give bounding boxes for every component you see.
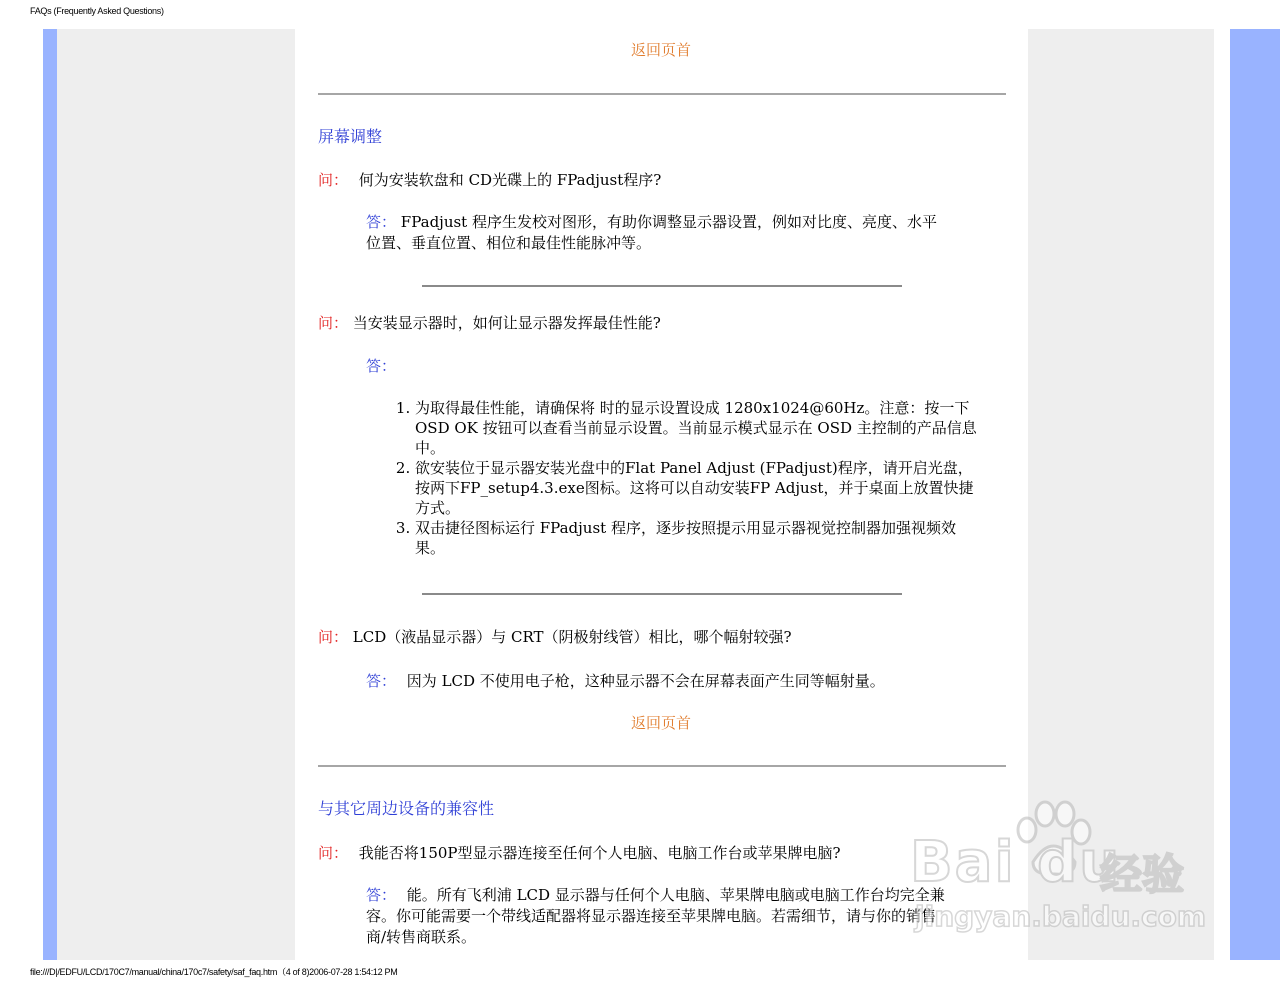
watermark-url: jingyan.baidu.com bbox=[915, 900, 1207, 933]
right-blue-stripe bbox=[1230, 29, 1280, 960]
setup-steps-list bbox=[393, 398, 980, 558]
answer-text: 因为 LCD 不使用电子枪，这种显示器不会在屏幕表面产生同等幅射量。 bbox=[406, 672, 885, 690]
section-divider bbox=[318, 93, 1006, 95]
question-text: 当安装显示器时，如何让显示器发挥最佳性能? bbox=[352, 314, 661, 332]
question-label: 问： bbox=[318, 628, 349, 646]
answer-text: 能。所有飞利浦 LCD 显示器与任何个人电脑、苹果牌电脑或电脑工作台均完全兼容。你可能需要一个带线适配器将显示器连接至苹果牌电脑。若需细节，请与你的销售商/转售商联系。 bbox=[366, 886, 945, 946]
question-label: 问： bbox=[318, 314, 349, 332]
question-text: LCD（液晶显示器）与 CRT（阴极射线管）相比，哪个幅射较强? bbox=[352, 628, 792, 646]
left-blue-stripe bbox=[43, 29, 57, 960]
back-to-top-link[interactable]: 返回页首 bbox=[631, 41, 692, 59]
watermark-suffix: 经验 bbox=[1100, 850, 1185, 899]
question-label: 问： bbox=[318, 844, 349, 862]
question-3 bbox=[318, 627, 792, 647]
answer-label: 答： bbox=[366, 886, 397, 904]
answer-1 bbox=[366, 212, 946, 254]
right-gap bbox=[1214, 29, 1230, 960]
question-4 bbox=[318, 843, 841, 863]
question-text: 何为安装软盘和 CD光碟上的 FPadjust程序? bbox=[358, 171, 662, 189]
question-divider bbox=[422, 285, 902, 287]
watermark-brand: Bai du bbox=[910, 830, 1122, 895]
answer-3 bbox=[366, 671, 885, 691]
question-2 bbox=[318, 313, 661, 333]
page-footer-path: file:///D|/EDFU/LCD/170C7/manual/china/170c7/safety/saf_faq.htm（4 of 8)2006-07-28 1:54:12 PM bbox=[30, 967, 398, 977]
section-divider bbox=[318, 765, 1006, 767]
question-divider bbox=[422, 593, 902, 595]
section-title-screen-adjust: 屏幕调整 bbox=[318, 127, 383, 146]
section-title-compatibility: 与其它周边设备的兼容性 bbox=[318, 799, 495, 818]
question-text: 我能否将150P型显示器连接至任何个人电脑、电脑工作台或苹果牌电脑? bbox=[358, 844, 841, 862]
answer-text: FPadjust 程序生发校对图形，有助你调整显示器设置，例如对比度、亮度、水平位置、垂直位置、相位和最佳性能脉冲等。 bbox=[366, 213, 937, 252]
setup-step: 3. 双击捷径图标运行 FPadjust 程序，逐步按照提示用显示器视觉控制器加强视频效果。 bbox=[415, 518, 980, 558]
page-header-title: FAQs (Frequently Asked Questions) bbox=[30, 6, 164, 16]
answer-label: 答： bbox=[366, 213, 397, 231]
setup-step: 2. 欲安装位于显示器安装光盘中的Flat Panel Adjust (FPadjust)程序，请开启光盘，按两下FP_setup4.3.exe图标。这将可以自动安装FP Adjust，并于桌面上放置快捷方式。 bbox=[415, 458, 980, 518]
answer-label: 答： bbox=[366, 672, 397, 690]
answer-4 bbox=[366, 885, 956, 948]
baidu-jingyan-watermark bbox=[905, 800, 1215, 940]
left-gray-panel bbox=[57, 29, 295, 960]
setup-step: 1. 为取得最佳性能，请确保将 时的显示设置设成 1280x1024@60Hz。注意：按一下 OSD OK 按钮可以查看当前显示设置。当前显示模式显示在 OSD 主控制的产品信息中。 bbox=[415, 398, 980, 458]
question-label: 问： bbox=[318, 171, 349, 189]
question-1 bbox=[318, 170, 661, 190]
answer-label: 答： bbox=[366, 357, 397, 375]
back-to-top-link[interactable]: 返回页首 bbox=[631, 714, 692, 732]
